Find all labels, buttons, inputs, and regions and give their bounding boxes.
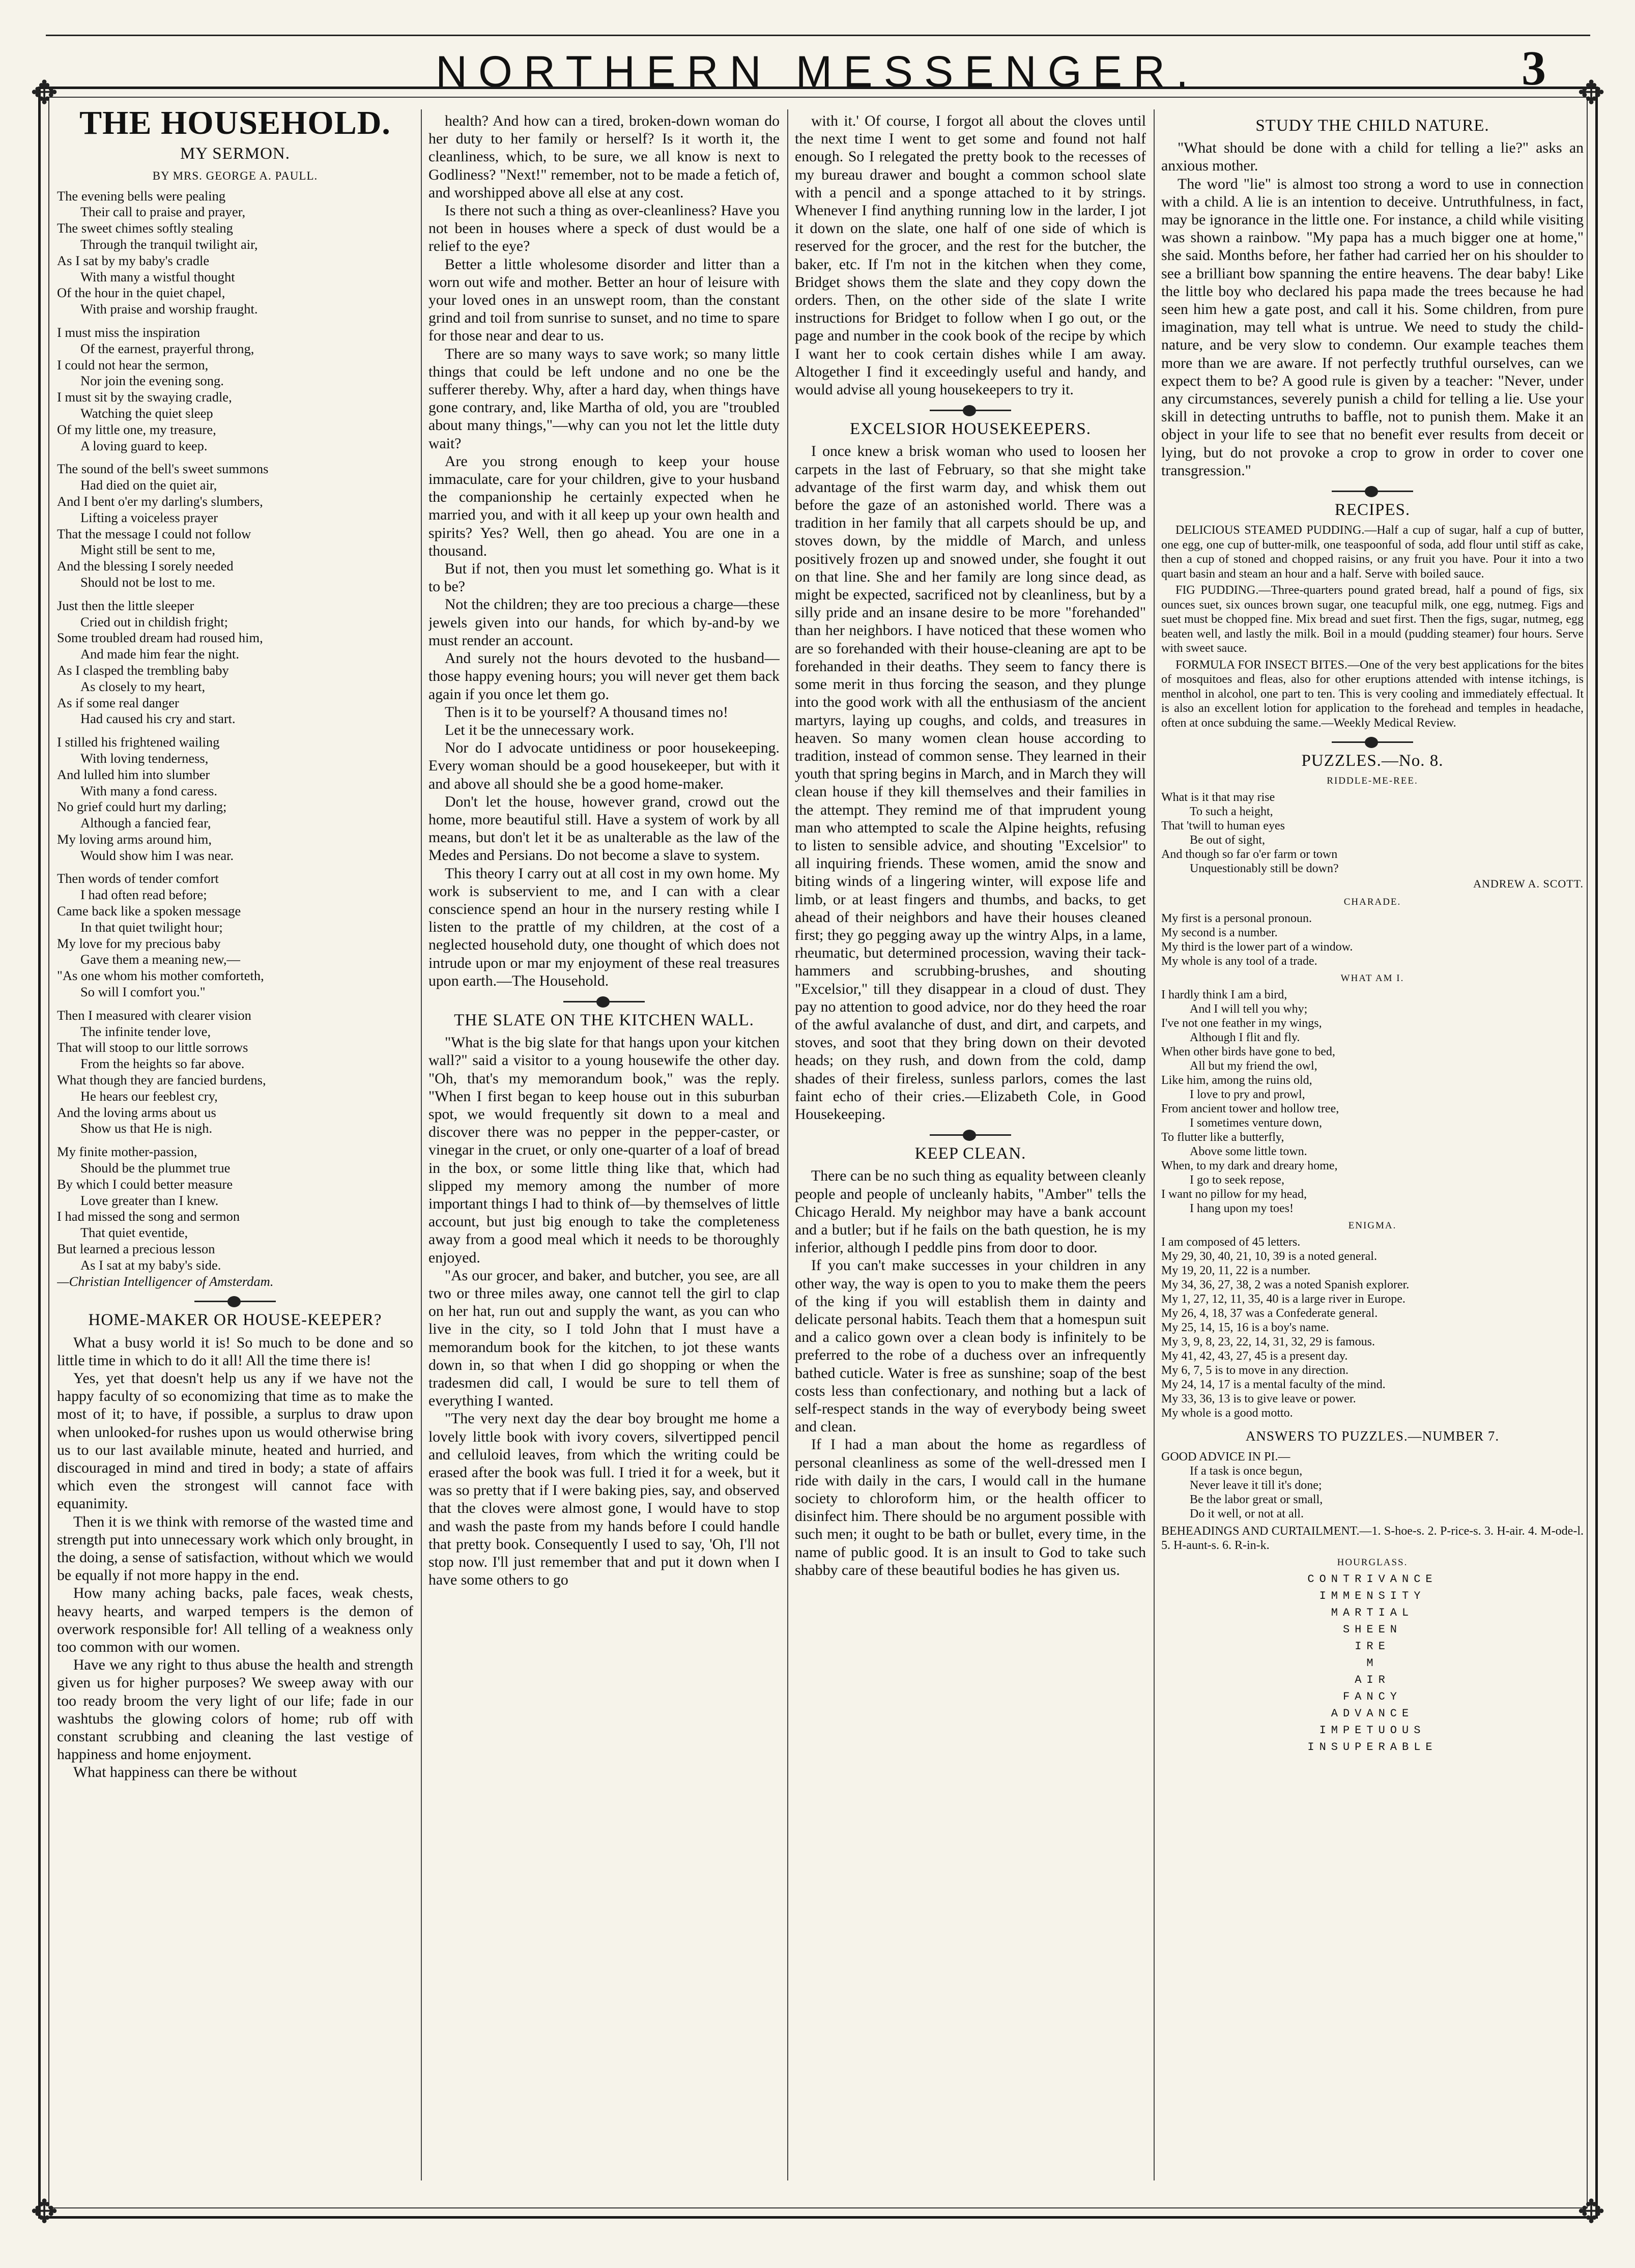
- verse-line: Of my little one, my treasure,: [57, 421, 216, 437]
- verse-line: No grief could hurt my darling;: [57, 799, 227, 815]
- riddle-text: [1161, 790, 1584, 876]
- verse-line: Would show him I was near.: [80, 847, 234, 863]
- section-title: THE HOUSEHOLD.: [79, 112, 391, 141]
- answers-beheadings: BEHEADINGS AND CURTAILMENT.—1. S-hoe-s. 2. P-rice-s. 3. H-air. 4. M-ode-l. 5. H-aunt-s. 6. R-in-k.: [1161, 1524, 1584, 1552]
- verse-line: All but my friend the owl,: [1190, 1059, 1317, 1073]
- verse-line: Nor join the evening song.: [80, 373, 224, 389]
- verse-line: My love for my precious baby: [57, 935, 221, 951]
- verse-line: And I bent o'er my darling's slumbers,: [57, 493, 263, 509]
- paragraph: Then it is we think with remorse of the wasted time and strength put into unnecessary work which only brought, in the doing, a sense of satisfaction, without which we would be equally if not more happy in the end.: [57, 1513, 413, 1584]
- verse-line: Although a fancied fear,: [80, 815, 211, 831]
- verse-line: I must miss the inspiration: [57, 324, 200, 340]
- column-1: [57, 112, 413, 2173]
- verse-line: [57, 727, 413, 734]
- article-title: EXCELSIOR HOUSEKEEPERS.: [849, 420, 1092, 439]
- verse-line: I had missed the song and sermon: [57, 1209, 240, 1224]
- verse-line: With praise and worship fraught.: [80, 301, 258, 317]
- verse-line: To flutter like a butterfly,: [1161, 1131, 1284, 1144]
- verse-line: [57, 318, 413, 325]
- column-rule: [421, 109, 422, 2180]
- charade-title: CHARADE.: [1343, 897, 1401, 908]
- verse-line: I hang upon my toes!: [1190, 1202, 1294, 1216]
- verse-line: I go to seek repose,: [1190, 1173, 1284, 1187]
- verse-line: Came back like a spoken message: [57, 903, 241, 919]
- verse-line: When other birds have gone to bed,: [1161, 1045, 1335, 1059]
- verse-line: Above some little town.: [1190, 1145, 1307, 1159]
- verse-line: Show us that He is nigh.: [80, 1121, 213, 1136]
- separator: [194, 1301, 276, 1302]
- text-line: My second is a number.: [1161, 926, 1278, 940]
- hourglass-word: SHEEN: [1342, 1623, 1402, 1636]
- verse-line: And the blessing I sorely needed: [57, 558, 234, 574]
- verse-line: When, to my dark and dreary home,: [1161, 1159, 1338, 1173]
- verse-line: As I clasped the trembling baby: [57, 662, 229, 678]
- verse-line: With many a wistful thought: [80, 269, 235, 284]
- article-title: STUDY THE CHILD NATURE.: [1255, 117, 1489, 135]
- paragraph: This theory I carry out at all cost in my own home. My work is subservient to me, and I can with a clear conscience spend an hour in the nursery resting while I listen to the prattle of my children, at the cost of a neglected household duty, one thought of which does not intrude upon or mar my enjoyment of these real treasures upon earth.—The Household.: [428, 865, 780, 989]
- hourglass-word: FANCY: [1342, 1690, 1402, 1703]
- verse-line: Although I flit and fly.: [1190, 1031, 1300, 1045]
- top-rule: [46, 35, 1590, 36]
- verse-line: I sometimes venture down,: [1190, 1116, 1322, 1130]
- paragraph: What a busy world it is! So much to be done and so little time in which to do it all! All the time there is!: [57, 1334, 413, 1369]
- hourglass-word: IMMENSITY: [1319, 1589, 1426, 1602]
- verse-line: So will I comfort you.": [80, 984, 206, 1000]
- paragraph: "What is the big slate for that hangs upon your kitchen wall?" said a visitor to a young housewife the other day. "Oh, that's my memorandum book," was the reply. "When I first began to keep house out in this suburban spot, we would frequently sit down to a meal and discover there was no pepper in the pepper-caster, or vinegar in the cruet, or only one-quarter of a loaf of bread in the box, or some little thing like that, which had slipped my memory among the number of more important things I had to think of—by themselves of little account, but just big enough to take the completeness away from a good meal which it needs to be thoroughly enjoyed.: [428, 1034, 780, 1266]
- verse-line: That quiet eventide,: [80, 1225, 188, 1241]
- verse-line: My finite mother-passion,: [57, 1144, 197, 1160]
- paragraph: Don't let the house, however grand, crowd out the home, more beautiful still. Have a system of work by all means, but don't let it be as unalterable as the law of the Medes and Persians. Do not become a slave to system.: [428, 793, 780, 864]
- puzzles: [1161, 774, 1584, 1754]
- paragraph: If you can't make successes in your children in any other way, the way is open to you to make them the peers of the king if you will establish them in dainty and delicate personal habits. Teach them that a homespun suit and a calico gown over a clean body is infinitely to be preferred to the robe of a duchess over an infrequently bathed cuticle. Water is free as sunshine; soap of the best costs less than confectionary, and nothing but a lack of self-respect stands in the way of everybody being sweet and clean.: [795, 1257, 1146, 1436]
- article-title: KEEP CLEAN.: [914, 1144, 1026, 1163]
- paragraph: And surely not the hours devoted to the husband—those happy evening hours; you will never get them back again if you once let them go.: [428, 650, 780, 703]
- verse-line: As closely to my heart,: [80, 678, 206, 694]
- paragraph: Not the children; they are too precious a charge—these jewels given into our hands, for which by-and-by we must render an account.: [428, 596, 780, 649]
- page-number: 3: [1522, 41, 1546, 95]
- verse-line: [57, 591, 413, 598]
- text-line: My 26, 4, 18, 37 was a Confederate general.: [1161, 1307, 1378, 1320]
- verse-line: I must sit by the swaying cradle,: [57, 389, 232, 405]
- paragraph: FIG PUDDING.—Three-quarters pound grated bread, half a pound of figs, six ounces suet, six ounces brown sugar, one teacupful milk, one egg, nutmeg. Figs and suet must be chopped fine. Mix bread and suet first. Then the figs, sugar, nutmeg, egg beaten well, and lastly the milk. Boil in a mould (pudding steamer) four hours. Serve with sweet sauce.: [1161, 584, 1584, 655]
- hourglass-word: AIR: [1355, 1673, 1390, 1686]
- verse-line: [57, 1000, 413, 1008]
- paragraph: Are you strong enough to keep your house immaculate, care for your children, give to your husband the companionship he certainly expected when he married you, and with it all keep up your own health and spirits? Yes? Well, then go ahead. You are one in a thousand.: [428, 452, 780, 559]
- verse-line: I've not one feather in my wings,: [1161, 1017, 1322, 1030]
- paragraph: health? And how can a tired, broken-down woman do her duty to her family or herself? Is it worth it, the cleanliness, which, to be sure, we all know is next to Godliness? "Next!" remember, not to be made a fetich of, and worshipped above all else at any cost.: [428, 112, 780, 201]
- hourglass-word: ADVANCE: [1331, 1707, 1414, 1720]
- paragraph: "The very next day the dear boy brought me home a lovely little book with ivory covers, silvertipped pencil and celluloid leaves, from which the writing could be erased after the book was full. I tried it for a week, but it was so pretty that if I were baking pies, say, and observed that the cloves were almost gone, I would have to stop and wash the paste from my hands before I could handle that pretty book. Consequently I used to say, 'Oh, I'll not stop now. I'll just remember that and put it down when I have some others to go: [428, 1410, 780, 1589]
- verse-line: A loving guard to keep.: [80, 438, 208, 453]
- verse-line: And though so far o'er farm or town: [1161, 848, 1338, 862]
- poem-my-sermon: [57, 188, 413, 1274]
- verse-line: [57, 1137, 413, 1144]
- text-line: My whole is a good motto.: [1161, 1406, 1293, 1420]
- enigma-text: [1161, 1235, 1584, 1420]
- paragraph: "What should be done with a child for telling a lie?" asks an anxious mother.: [1161, 139, 1584, 175]
- paragraph: What happiness can there be without: [73, 1764, 297, 1781]
- paragraph: Yes, yet that doesn't help us any if we have not the happy faculty of so economizing that time as to make the most of it; to have, if possible, a surplus to draw upon when unlooked-for rushes upon us would otherwise bring us to our last available minute, heated and hurried, and discouraged in mind and tired in body; a state of affairs which even the strongest will cannot face with equanimity.: [57, 1370, 413, 1512]
- verse-line: [57, 864, 413, 871]
- hourglass-word: CONTRIVANCE: [1307, 1572, 1438, 1586]
- charade-text: [1161, 911, 1584, 968]
- verse-line: Might still be sent to me,: [80, 542, 215, 558]
- text-line: My 34, 36, 27, 38, 2 was a noted Spanish explorer.: [1161, 1278, 1410, 1292]
- paragraph: Let it be the unnecessary work.: [445, 721, 635, 738]
- paragraph: There can be no such thing as equality between cleanly people and people of uncleanly habits, "Amber" tells the Chicago Herald. My neighbor may have a bank account and a butler; but if he fails on the bath question, he is my inferior, although I peddle pins from door to door.: [795, 1167, 1146, 1256]
- verse-line: Just then the little sleeper: [57, 597, 194, 613]
- verse-line: I had often read before;: [80, 887, 207, 903]
- verse-line: Be out of sight,: [1190, 834, 1265, 847]
- verse-line: I could not hear the sermon,: [57, 357, 209, 372]
- answers-title: ANSWERS TO PUZZLES.—NUMBER 7.: [1245, 1428, 1500, 1444]
- verse-line: Of the earnest, prayerful throng,: [80, 340, 254, 356]
- poem-byline: BY MRS. GEORGE A. PAULL.: [152, 169, 318, 183]
- article-keep-clean: [795, 1167, 1146, 1579]
- verse-line: Had died on the quiet air,: [80, 477, 217, 493]
- verse-line: And made him fear the night.: [80, 646, 240, 662]
- verse-line: Of the hour in the quiet chapel,: [57, 285, 225, 301]
- text-line: My 1, 27, 12, 11, 35, 40 is a large river in Europe.: [1161, 1293, 1405, 1306]
- verse-line: And I will tell you why;: [1190, 1002, 1308, 1016]
- enigma-title: ENIGMA.: [1348, 1220, 1397, 1231]
- verse-line: Through the tranquil twilight air,: [80, 237, 258, 252]
- text-line: My 29, 30, 40, 21, 10, 39 is a noted general.: [1161, 1250, 1377, 1264]
- verse-line: I want no pillow for my head,: [1161, 1188, 1307, 1201]
- text-line: My 24, 14, 17 is a mental faculty of the mind.: [1161, 1378, 1386, 1392]
- text-line: My 3, 9, 8, 23, 22, 14, 31, 32, 29 is famous.: [1161, 1335, 1375, 1349]
- verse-line: The sweet chimes softly stealing: [57, 220, 233, 236]
- verse-line: But learned a precious lesson: [57, 1241, 215, 1257]
- column-4: [1161, 112, 1584, 2173]
- corner-ornament-icon: ✥: [31, 2194, 58, 2230]
- paragraph: Better a little wholesome disorder and litter than a worn out wife and mother. Better an hour of leisure with your loved ones in an unswept room, than the constant grind and toil from sunrise to sunset, and no time to spare for those near and dear to us.: [428, 255, 780, 344]
- column-rule: [1154, 109, 1155, 2180]
- what-am-i-title: WHAT AM I.: [1340, 973, 1404, 984]
- paragraph: Nor do I advocate untidiness or poor housekeeping. Every woman should be a good housekeeper, but with it and above all should she be a good home-maker.: [428, 739, 780, 792]
- verse-line: What is it that may rise: [1161, 791, 1275, 805]
- verse-line: I stilled his frightened wailing: [57, 734, 220, 750]
- text-line: My first is a personal pronoun.: [1161, 912, 1312, 926]
- text-line: Be the labor great or small,: [1190, 1492, 1323, 1506]
- verse-line: That 'twill to human eyes: [1161, 819, 1285, 833]
- paragraph: There are so many ways to save work; so many little things that could be left undone and no one be the sufferer thereby. Why, after a hard day, when things have gone contrary, and, like Martha of old, you are "troubled about many things,"—why can you not let the little duty wait?: [428, 345, 780, 452]
- paragraph: "As our grocer, and baker, and butcher, you see, are all two or three miles away, one cannot tell the girl to clap on her hat, run out and supply the want, as you can who live in the city, so I told John that I must have a memorandum book for the kitchen, to jot these wants down in, so that when I did go shopping or when the tradesmen did call, I would be sure to tell them of everything I wanted.: [428, 1267, 780, 1410]
- verse-line: [57, 454, 413, 461]
- paragraph: I once knew a brisk woman who used to loosen her carpets in the last of February, so that she might take advantage of the first warm day, and whisk them out before the gaze of an astonished world. There was a tradition in her family that all carpets should be up, and stoves down, by the middle of March, and unless positively frozen up and snowed under, she fought it out on that line. She and her family are long since dead, as might be expected, sacrificed not by cleanliness, but by a silly pride and an insane desire to be more "forehanded" than her neighbors. I have noticed that these women who are so forehanded with their house-cleaning are apt to be forehanded in their deaths. They seem to fancy there is some merit in thus forcing the season, and they plunge into the good work with all the enthusiasm of the ancient martyrs, laying up coughs, and colds, and treasures in heaven. So many women clean house according to tradition, instead of common sense. They learned in their youth that spring begins in March, and in March they will clean house if they kill themselves and their families in the attempt. They remind me of that imprudent young man who attempted to scale the Alpine heights, refusing to listen to sensible advice, and shouting "Excelsior" to all inquiring friends. These women, amid the snow and biting winds of a lingering winter, will expose life and limb, or at least fingers and thumbs, and backs, to get ahead of their neighbors and have their houses cleaned first; they go pegging away up the wintry Alps, in a lame, rheumatic, but determined procession, waving their tack-hammers and scrubbing-brushes, and shouting "Excelsior," till they disappear in a cloud of dust. They pay no attention to good advice, nor do they heed the roar of the awful avalanche of dust, and dirt, and carpets, and stoves, and soot that they bring down on their devoted heads; on they rush, and down from the cold, damp shades of their fireless, sunless parlors, comes the last faint echo of their cries.—Elizabeth Cole, in Good Housekeeping.: [795, 443, 1146, 1123]
- article-slate-continued: [795, 112, 1146, 398]
- hourglass-title: HOURGLASS.: [1337, 1557, 1408, 1568]
- riddle-author: ANDREW A. SCOTT.: [1473, 877, 1584, 891]
- paragraph: But if not, then you must let something go. What is it to be?: [428, 560, 780, 595]
- paragraph: FORMULA FOR INSECT BITES.—One of the very best applications for the bites of mosquitoes and fleas, also for other eruptions attended with intense itchings, is menthol in alcohol, one part to ten. This is very cooling and immediately effectual. It is also an excellent lotion for application to the forehead and temples in headache, often at once subduing the same.—Weekly Medical Review.: [1161, 658, 1584, 730]
- verse-line: Should not be lost to me.: [80, 574, 215, 590]
- recipes-list: [1161, 523, 1584, 730]
- what-am-i-text: [1161, 988, 1584, 1216]
- verse-line: To such a height,: [1190, 805, 1273, 819]
- verse-line: Then I measured with clearer vision: [57, 1007, 251, 1023]
- hourglass-word: IRE: [1355, 1640, 1390, 1653]
- corner-ornament-icon: ✥: [1577, 2194, 1605, 2230]
- verse-line: I love to pry and prowl,: [1190, 1088, 1305, 1102]
- verse-line: That will stoop to our little sorrows: [57, 1040, 248, 1055]
- paragraph: with it.' Of course, I forgot all about the cloves until the next time I went to get some and found not half enough. So I relegated the pretty book to the recesses of my bureau drawer and bought a common school slate with a pencil and a sponge attached to it by strings. Whenever I find anything running low in the larder, I jot it down on the slate, one half of one side of which is reserved for the grocer, and the rest for the butcher, the baker, etc. If I'm not in the kitchen when they come, Bridget shows them the slate and they copy down the orders. Then, on the other side of the slate I write instructions for Bridget to follow when I go out, or the page and number in the cook book of the recipe by which I want her to cook certain dishes while I am away. Altogether I find it exceedingly useful and handy, and would advise all young housekeepers to try it.: [795, 112, 1146, 398]
- text-line: My whole is any tool of a trade.: [1161, 955, 1317, 968]
- article-title: HOME-MAKER OR HOUSE-KEEPER?: [88, 1311, 382, 1330]
- verse-line: What though they are fancied burdens,: [57, 1072, 266, 1088]
- verse-line: With loving tenderness,: [80, 750, 209, 766]
- corner-ornament-icon: ✥: [1577, 75, 1605, 111]
- text-line: My 19, 20, 11, 22 is a number.: [1161, 1264, 1311, 1278]
- puzzles-title: PUZZLES.—No. 8.: [1301, 752, 1444, 770]
- verse-line: Should be the plummet true: [80, 1160, 231, 1176]
- verse-line: From the heights so far above.: [80, 1056, 245, 1072]
- paragraph: The word "lie" is almost too strong a word to use in connection with a child. A lie is an intention to deceive. Untruthfulness, in fact, may be ignorance in the little one. For instance, a child while visiting was shown a rainbow. "My papa has a much bigger one at home," she said. Months before, her father had carried her on his shoulder to see a brilliant bow spanning the entire heavens. The dear baby! Like the little boy who declared his papa made the trees because he had seen him hew a gate post, and call it his. Some children, from pure imagination, may tell what is untrue. We need to study the child-nature, and be very slow to condemn. Our example teaches them more than we are aware. If not perfectly truthful ourselves, can we expect them to be? A good rule is given by a teacher: "Never, under any circumstances, severely punish a child for telling a lie. Use your skill in detecting untruths to baffle, not to punish them. Make it an object in your life to see that no benefit ever results from deceit or lying, but do not provoke a crop to grow in order to cover one transgression.": [1161, 175, 1584, 479]
- column-rule: [787, 109, 788, 2180]
- text-line: My 25, 14, 15, 16 is a boy's name.: [1161, 1321, 1329, 1335]
- verse-line: Love greater than I knew.: [80, 1192, 219, 1208]
- verse-line: In that quiet twilight hour;: [80, 919, 223, 935]
- verse-line: "As one whom his mother comforteth,: [57, 968, 264, 984]
- verse-line: Lifting a voiceless prayer: [80, 509, 218, 525]
- hourglass-word: IMPETUOUS: [1319, 1724, 1426, 1737]
- hourglass-word: MARTIAL: [1331, 1606, 1414, 1619]
- verse-line: As I sat by my baby's cradle: [57, 252, 210, 268]
- text-line: My 41, 42, 43, 27, 45 is a present day.: [1161, 1350, 1348, 1363]
- riddle-title: RIDDLE-ME-REE.: [1327, 776, 1418, 787]
- paragraph: Is there not such a thing as over-cleanliness? Have you not been in houses where a speck of dust would be a relief to the eye?: [428, 202, 780, 255]
- verse-line: And lulled him into slumber: [57, 766, 210, 782]
- answers-lead: GOOD ADVICE IN PI.—: [1161, 1450, 1290, 1463]
- verse-line: With many a fond caress.: [80, 783, 217, 798]
- verse-line: From ancient tower and hollow tree,: [1161, 1102, 1339, 1116]
- article-title: RECIPES.: [1334, 501, 1411, 520]
- article-title: THE SLATE ON THE KITCHEN WALL.: [454, 1011, 754, 1029]
- masthead-title: NORTHERN MESSENGER.: [435, 47, 1200, 96]
- verse-line: That the message I could not follow: [57, 526, 251, 541]
- verse-line: My loving arms around him,: [57, 831, 212, 847]
- separator: [563, 1001, 645, 1002]
- separator: [930, 1134, 1011, 1136]
- verse-line: The evening bells were pealing: [57, 188, 226, 204]
- verse-line: Then words of tender comfort: [57, 871, 219, 886]
- hourglass-word: INSUPERABLE: [1307, 1740, 1438, 1754]
- article-home-maker-continued: [428, 112, 780, 990]
- article-home-maker: [57, 1334, 413, 1782]
- hourglass-puzzle: [1161, 1572, 1584, 1755]
- verse-line: Unquestionably still be down?: [1190, 862, 1339, 876]
- verse-line: The sound of the bell's sweet summons: [57, 461, 269, 477]
- separator: [1332, 491, 1413, 492]
- poem-source: —Christian Intelligencer of Amsterdam.: [57, 1273, 274, 1289]
- text-line: My third is the lower part of a window.: [1161, 940, 1353, 954]
- column-2: [428, 112, 780, 2173]
- paragraph: Then is it to be yourself? A thousand times no!: [445, 703, 728, 721]
- verse-line: Their call to praise and prayer,: [80, 204, 246, 220]
- paragraph: DELICIOUS STEAMED PUDDING.—Half a cup of sugar, half a cup of butter, one egg, one cup of butter-milk, one teaspoonful of soda, add flour until stiff as cake, then a cup of stoned and chopped raisins, or any fruit you have. Pour it into a two quart basin and steam an hour and a half. Serve with boiled sauce.: [1161, 524, 1584, 581]
- verse-line: As if some real danger: [57, 695, 179, 710]
- verse-line: The infinite tender love,: [80, 1023, 211, 1039]
- verse-line: I hardly think I am a bird,: [1161, 988, 1287, 1002]
- verse-line: Had caused his cry and start.: [80, 711, 236, 727]
- text-line: My 6, 7, 5 is to move in any direction.: [1161, 1364, 1349, 1377]
- poem-title: MY SERMON.: [180, 145, 290, 163]
- text-line: If a task is once begun,: [1190, 1464, 1303, 1478]
- column-3: [795, 112, 1146, 2173]
- text-line: Never leave it till it's done;: [1190, 1478, 1322, 1492]
- verse-line: Watching the quiet sleep: [80, 405, 213, 421]
- text-line: Do it well, or not at all.: [1190, 1507, 1304, 1520]
- text-line: My 33, 36, 13 is to give leave or power.: [1161, 1392, 1356, 1406]
- verse-line: And the loving arms about us: [57, 1104, 216, 1120]
- verse-line: Some troubled dream had roused him,: [57, 630, 263, 646]
- verse-line: He hears our feeblest cry,: [80, 1088, 218, 1104]
- verse-line: Like him, among the ruins old,: [1161, 1074, 1312, 1087]
- verse-line: Cried out in childish fright;: [80, 614, 228, 629]
- separator: [930, 410, 1011, 411]
- separator: [1332, 741, 1413, 743]
- paragraph: Have we any right to thus abuse the health and strength given us for higher purposes? We sweep away with our too ready broom the very light of our life; fade in our washtubs the glowing colors of home; rub off with constant scrubbing and cleaning the last vestige of happiness and home enjoyment.: [57, 1656, 413, 1763]
- corner-ornament-icon: ✥: [31, 75, 58, 111]
- paragraph: If I had a man about the home as regardless of personal cleanliness as some of the well-dressed men I ride with daily in the cars, I would call in the humane society to chloroform him, or the health officer to disinfect him. There should be no argument possible with such men; it ought to be bath or bullet, every time, in the name of public good. It is an insult to God to take such shabby care of these beautiful bodies he has given us.: [795, 1436, 1146, 1578]
- article-child-nature: [1161, 139, 1584, 479]
- article-excelsior: [795, 442, 1146, 1123]
- verse-line: As I sat at my baby's side.: [80, 1257, 221, 1273]
- paragraph: How many aching backs, pale faces, weak chests, heavy hearts, and warped tempers is the demon of overwork responsible for! All telling of a weakness only too common with our women.: [57, 1585, 413, 1656]
- article-slate: [428, 1033, 780, 1589]
- verse-line: By which I could better measure: [57, 1176, 233, 1192]
- answers-poem: [1161, 1464, 1584, 1521]
- verse-line: Gave them a meaning new,—: [80, 952, 240, 967]
- hourglass-word: M: [1366, 1656, 1379, 1670]
- text-line: I am composed of 45 letters.: [1161, 1236, 1301, 1249]
